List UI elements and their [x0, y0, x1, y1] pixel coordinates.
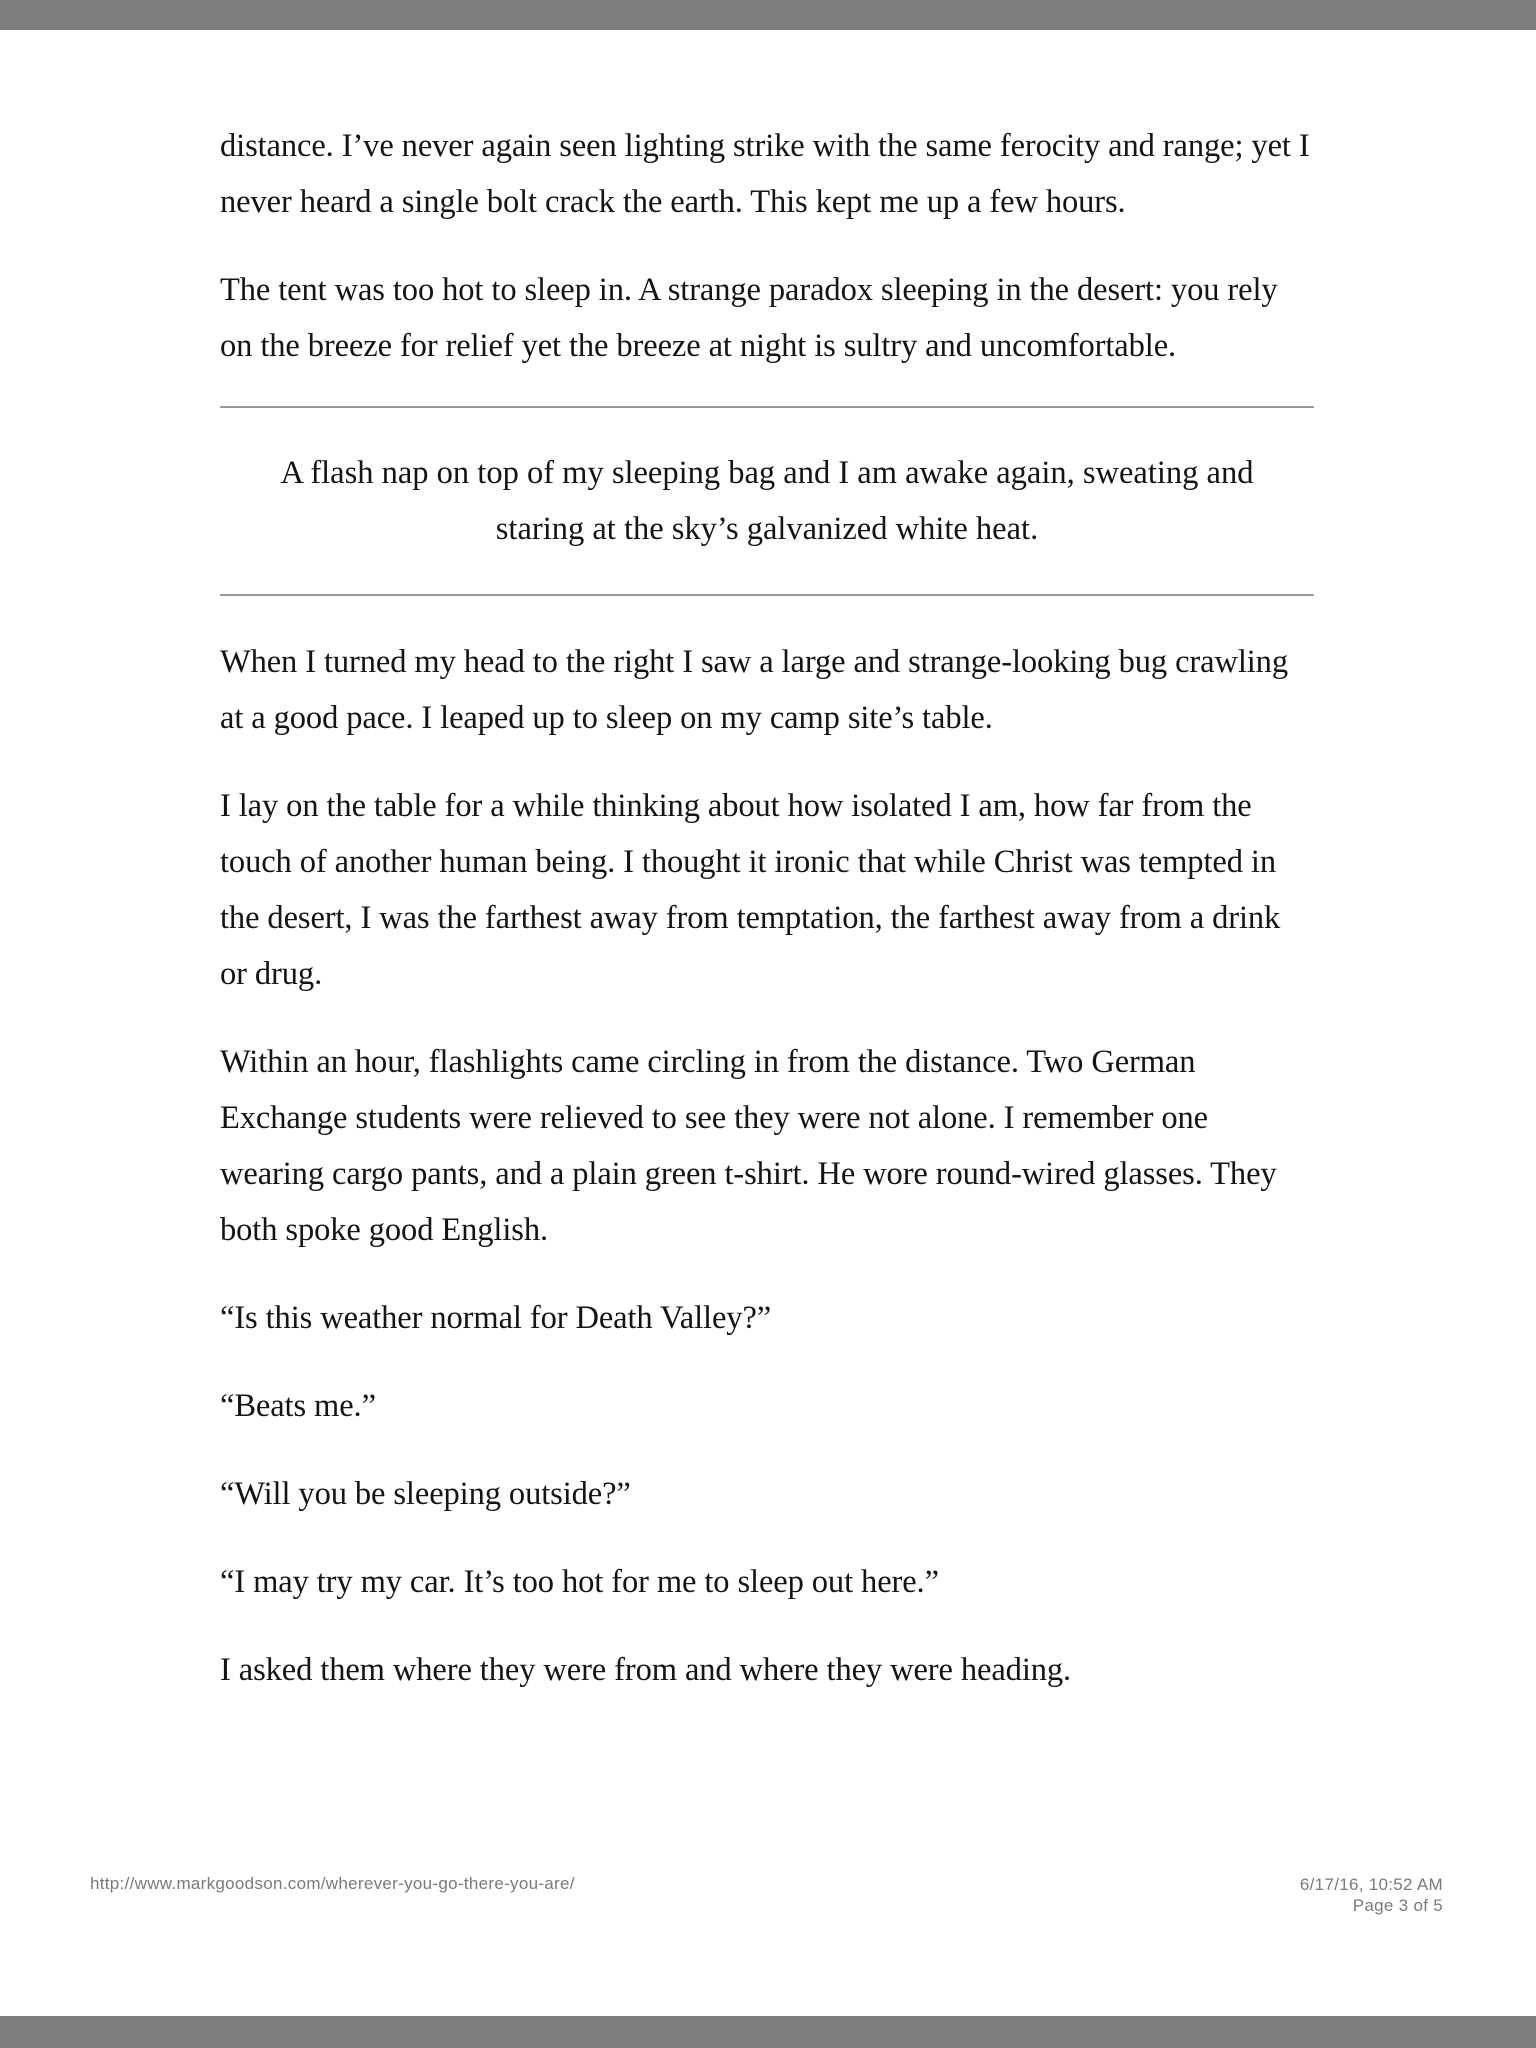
pull-quote	[220, 406, 1314, 596]
paragraph-flashlights: Within an hour, flashlights came circling in from the distance. Two German Exchange students were relieved to see they were not alone. I remember one wearing cargo pants, and a plain green t-shirt. He wore round-wired glasses. They both spoke good English.	[220, 1044, 1277, 1248]
paragraph-where-from: I asked them where they were from and where they were heading.	[220, 1652, 1072, 1688]
dialogue-sleeping-outside: “Will you be sleeping outside?”	[220, 1476, 631, 1512]
paragraph-bug: When I turned my head to the right I saw a large and strange-looking bug crawling at a good pace. I leaped up to sleep on my camp site’s table.	[220, 644, 1288, 736]
footer-url: http://www.markgoodson.com/wherever-you-go-there-you-are/	[90, 1874, 575, 1893]
dialogue-weather: “Is this weather normal for Death Valley?”	[220, 1300, 772, 1336]
pull-quote-text: A flash nap on top of my sleeping bag and I am awake again, sweating and staring at the sky’s galvanized white heat.	[280, 455, 1254, 547]
footer-page-indicator: Page 3 of 5	[1352, 1896, 1443, 1915]
paragraph-tent-heat: The tent was too hot to sleep in. A strange paradox sleeping in the desert: you rely on the breeze for relief yet the breeze at night is sultry and uncomfortable.	[220, 272, 1278, 364]
dialogue-car: “I may try my car. It’s too hot for me to sleep out here.”	[220, 1564, 939, 1600]
footer-timestamp: 6/17/16, 10:52 AM	[1299, 1875, 1443, 1894]
paragraph-isolation: I lay on the table for a while thinking about how isolated I am, how far from the touch of another human being. I thought it ironic that while Christ was tempted in the desert, I was the farthest away from temptation, the farthest away from a drink or drug.	[220, 788, 1281, 992]
paragraph-lightning: distance. I’ve never again seen lighting strike with the same ferocity and range; yet I never heard a single bolt crack the earth. This kept me up a few hours.	[220, 128, 1310, 220]
document-body	[220, 118, 1314, 1730]
footer-meta	[1300, 1874, 1443, 1916]
dialogue-beats-me: “Beats me.”	[220, 1388, 376, 1424]
top-frame-bar	[0, 0, 1536, 30]
bottom-frame-bar	[0, 2016, 1536, 2048]
